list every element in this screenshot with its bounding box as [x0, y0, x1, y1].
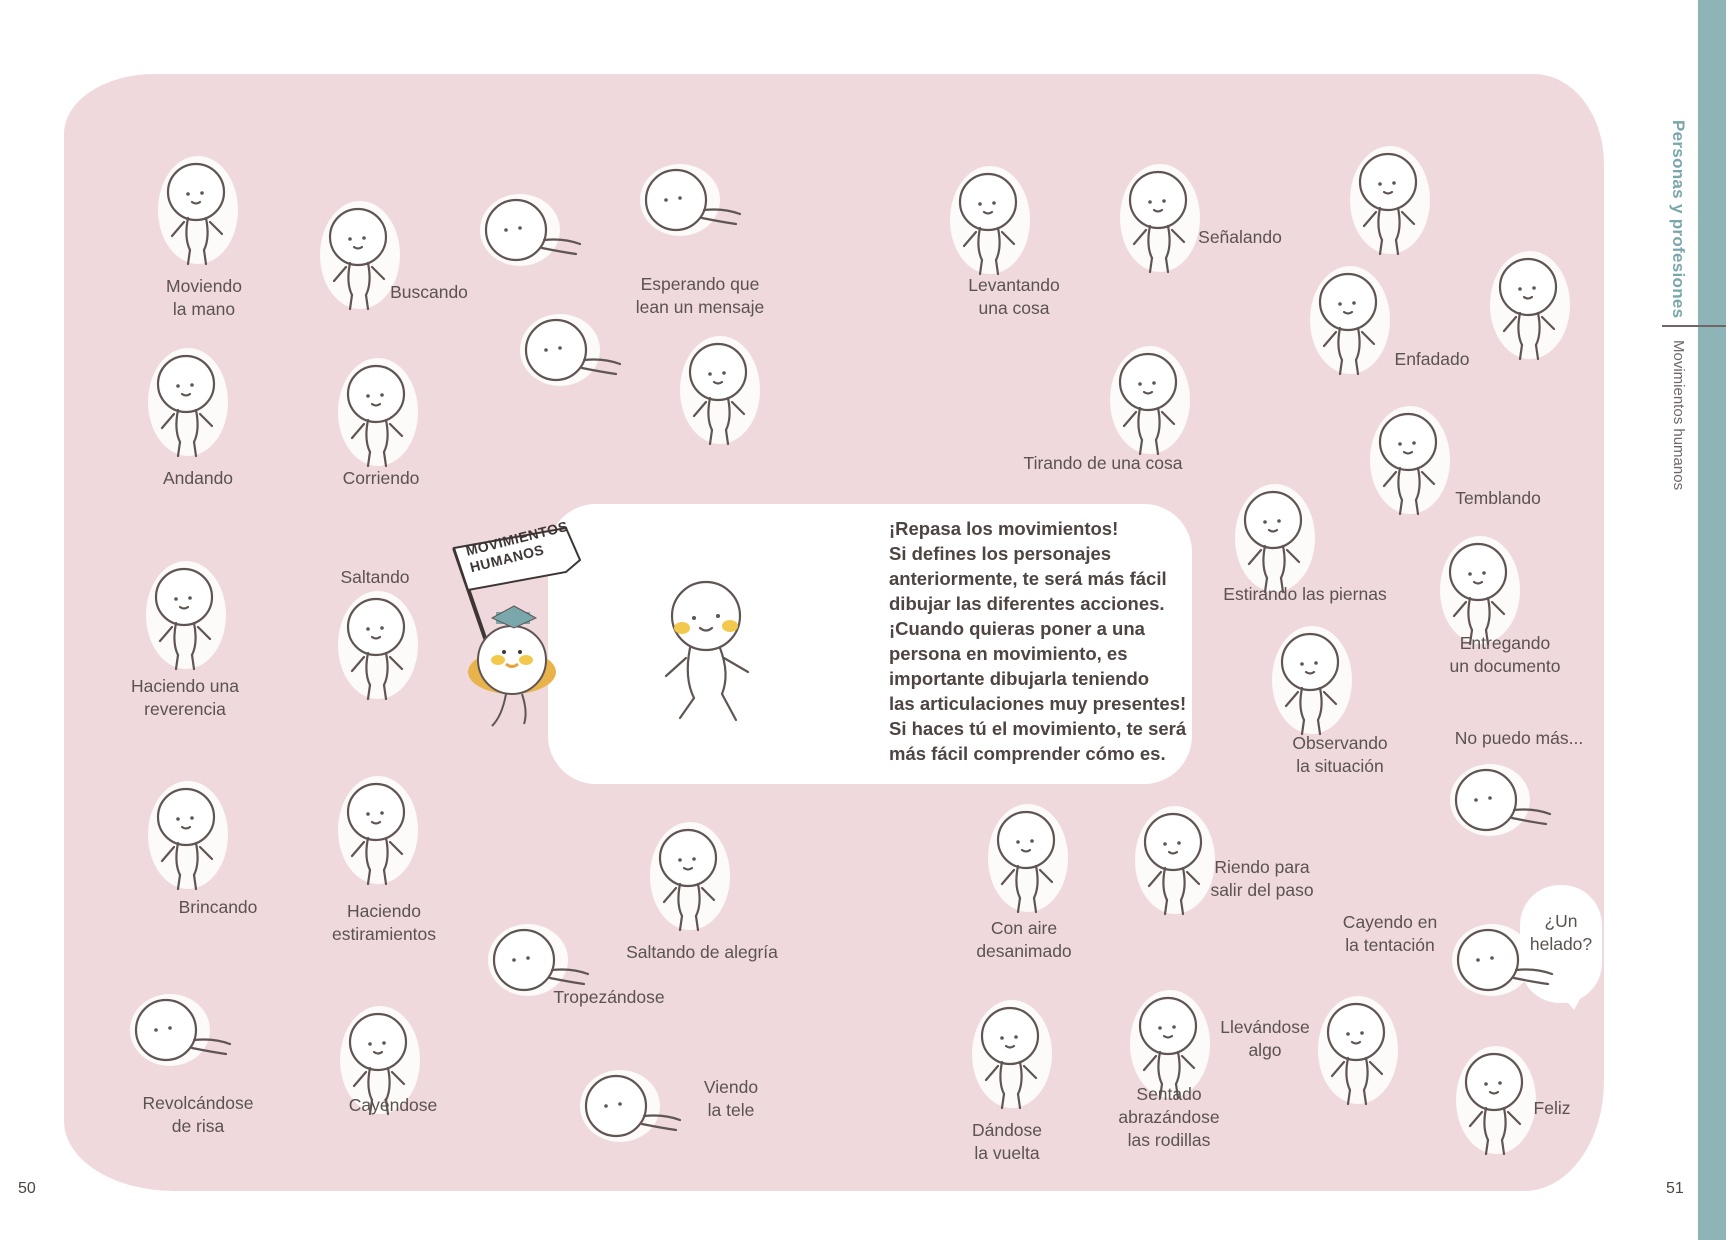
label-dandose-la-vuelta: Dándose la vuelta [971, 1120, 1043, 1163]
section-title: Personas y profesiones [1669, 120, 1688, 319]
label-saltando: Saltando [340, 567, 410, 587]
figure-angry [1350, 150, 1430, 260]
figure-joy [650, 826, 730, 936]
figure-look [1272, 630, 1352, 740]
label-estirando-las-piernas: Estirando las piernas [1223, 584, 1387, 604]
figure-wave [158, 160, 238, 270]
label-moviendo-la-mano: Moviendo la mano [166, 276, 242, 319]
figure-push [1110, 350, 1190, 460]
label-observando-la-situacion: Observando la situación [1292, 733, 1388, 776]
label-tirando-de-una-cosa: Tirando de una cosa [1023, 453, 1183, 473]
figure-sad [988, 808, 1068, 918]
label-riendo-para-salir-del-paso: Riendo para salir del paso [1210, 857, 1314, 900]
label-senalando: Señalando [1198, 227, 1282, 247]
figure-tempt [1452, 920, 1562, 1000]
label-saltando-de-alegria: Saltando de alegría [626, 942, 778, 962]
label-entregando-un-documento: Entregando un documento [1449, 633, 1561, 676]
label-haciendo-estiramientos: Haciendo estiramientos [331, 901, 437, 944]
label-tropezandose: Tropezándose [553, 987, 665, 1007]
label-viendo-la-tele: Viendo la tele [703, 1077, 759, 1120]
label-buscando: Buscando [390, 282, 468, 302]
figure-shake [1370, 410, 1450, 520]
page-number-right: 51 [1666, 1180, 1684, 1197]
figure-walk [148, 352, 228, 462]
figure-happy [1456, 1050, 1536, 1160]
speech-bubble-text: ¿Un helado? [1529, 911, 1593, 954]
side-tab-bar [1698, 0, 1726, 1240]
figure-point [1120, 168, 1200, 278]
figure-running-center [660, 578, 770, 728]
figure-lie [480, 190, 590, 270]
figure-jump [338, 595, 418, 705]
label-brincando: Brincando [178, 897, 258, 917]
page-number-left: 50 [18, 1180, 36, 1197]
figure-lie [640, 160, 750, 240]
side-divider [1662, 325, 1726, 327]
speech-tail [1556, 988, 1596, 1012]
label-levantando-una-cosa: Levantando una cosa [968, 275, 1060, 318]
label-cayendo-en-la-tentacion: Cayendo en la tentación [1342, 912, 1438, 955]
intro-text: ¡Repasa los movimientos! Si defines los personajes anteriormente, te será más fácil dibujar las diferentes acciones. ¡Cuando quieras poner a una persona en movimiento, es importante dibujarla teniendo las articulaciones muy presentes! Si haces tú el movimiento, te será más fácil comprender cómo es. [889, 518, 1187, 764]
figure-cry [1310, 270, 1390, 380]
figure-turn [972, 1004, 1052, 1114]
flag-text: MOVIMIENTOS HUMANOS [464, 517, 570, 576]
figure-stretch [1235, 488, 1315, 598]
label-enfadado: Enfadado [1394, 349, 1470, 369]
label-revolcandose-de-risa: Revolcándose de risa [142, 1093, 254, 1136]
figure-kick [1490, 255, 1570, 365]
figure-laugh [1135, 810, 1215, 920]
figure-sit [680, 340, 760, 450]
figure-hop [148, 785, 228, 895]
label-corriendo: Corriendo [342, 468, 420, 488]
figure-run [338, 362, 418, 472]
figure-stretchup [338, 780, 418, 890]
figure-search [320, 205, 400, 315]
figure-carry [1318, 1000, 1398, 1110]
label-con-aire-desanimado: Con aire desanimado [976, 918, 1072, 961]
label-no-puedo-mas: No puedo más... [1454, 728, 1584, 748]
label-andando: Andando [162, 468, 234, 488]
label-esperando-mensaje: Esperando que lean un mensaje [635, 274, 765, 317]
label-haciendo-una-reverencia: Haciendo una reverencia [131, 676, 239, 719]
figure-roll [130, 990, 240, 1070]
figure-hold [950, 170, 1030, 280]
figure-bow [146, 565, 226, 675]
label-cayendose: Cayéndose [348, 1095, 438, 1115]
subsection-title: Movimientos humanos [1670, 340, 1687, 491]
figure-tired [1450, 760, 1560, 840]
label-feliz: Feliz [1533, 1098, 1571, 1118]
figure-lie [520, 310, 630, 390]
figure-tv [580, 1066, 690, 1146]
label-sentado-abrazandose: Sentado abrazándose las rodillas [1118, 1084, 1220, 1150]
label-llevandose-algo: Llevándose algo [1220, 1017, 1310, 1060]
label-temblando: Temblando [1455, 488, 1541, 508]
